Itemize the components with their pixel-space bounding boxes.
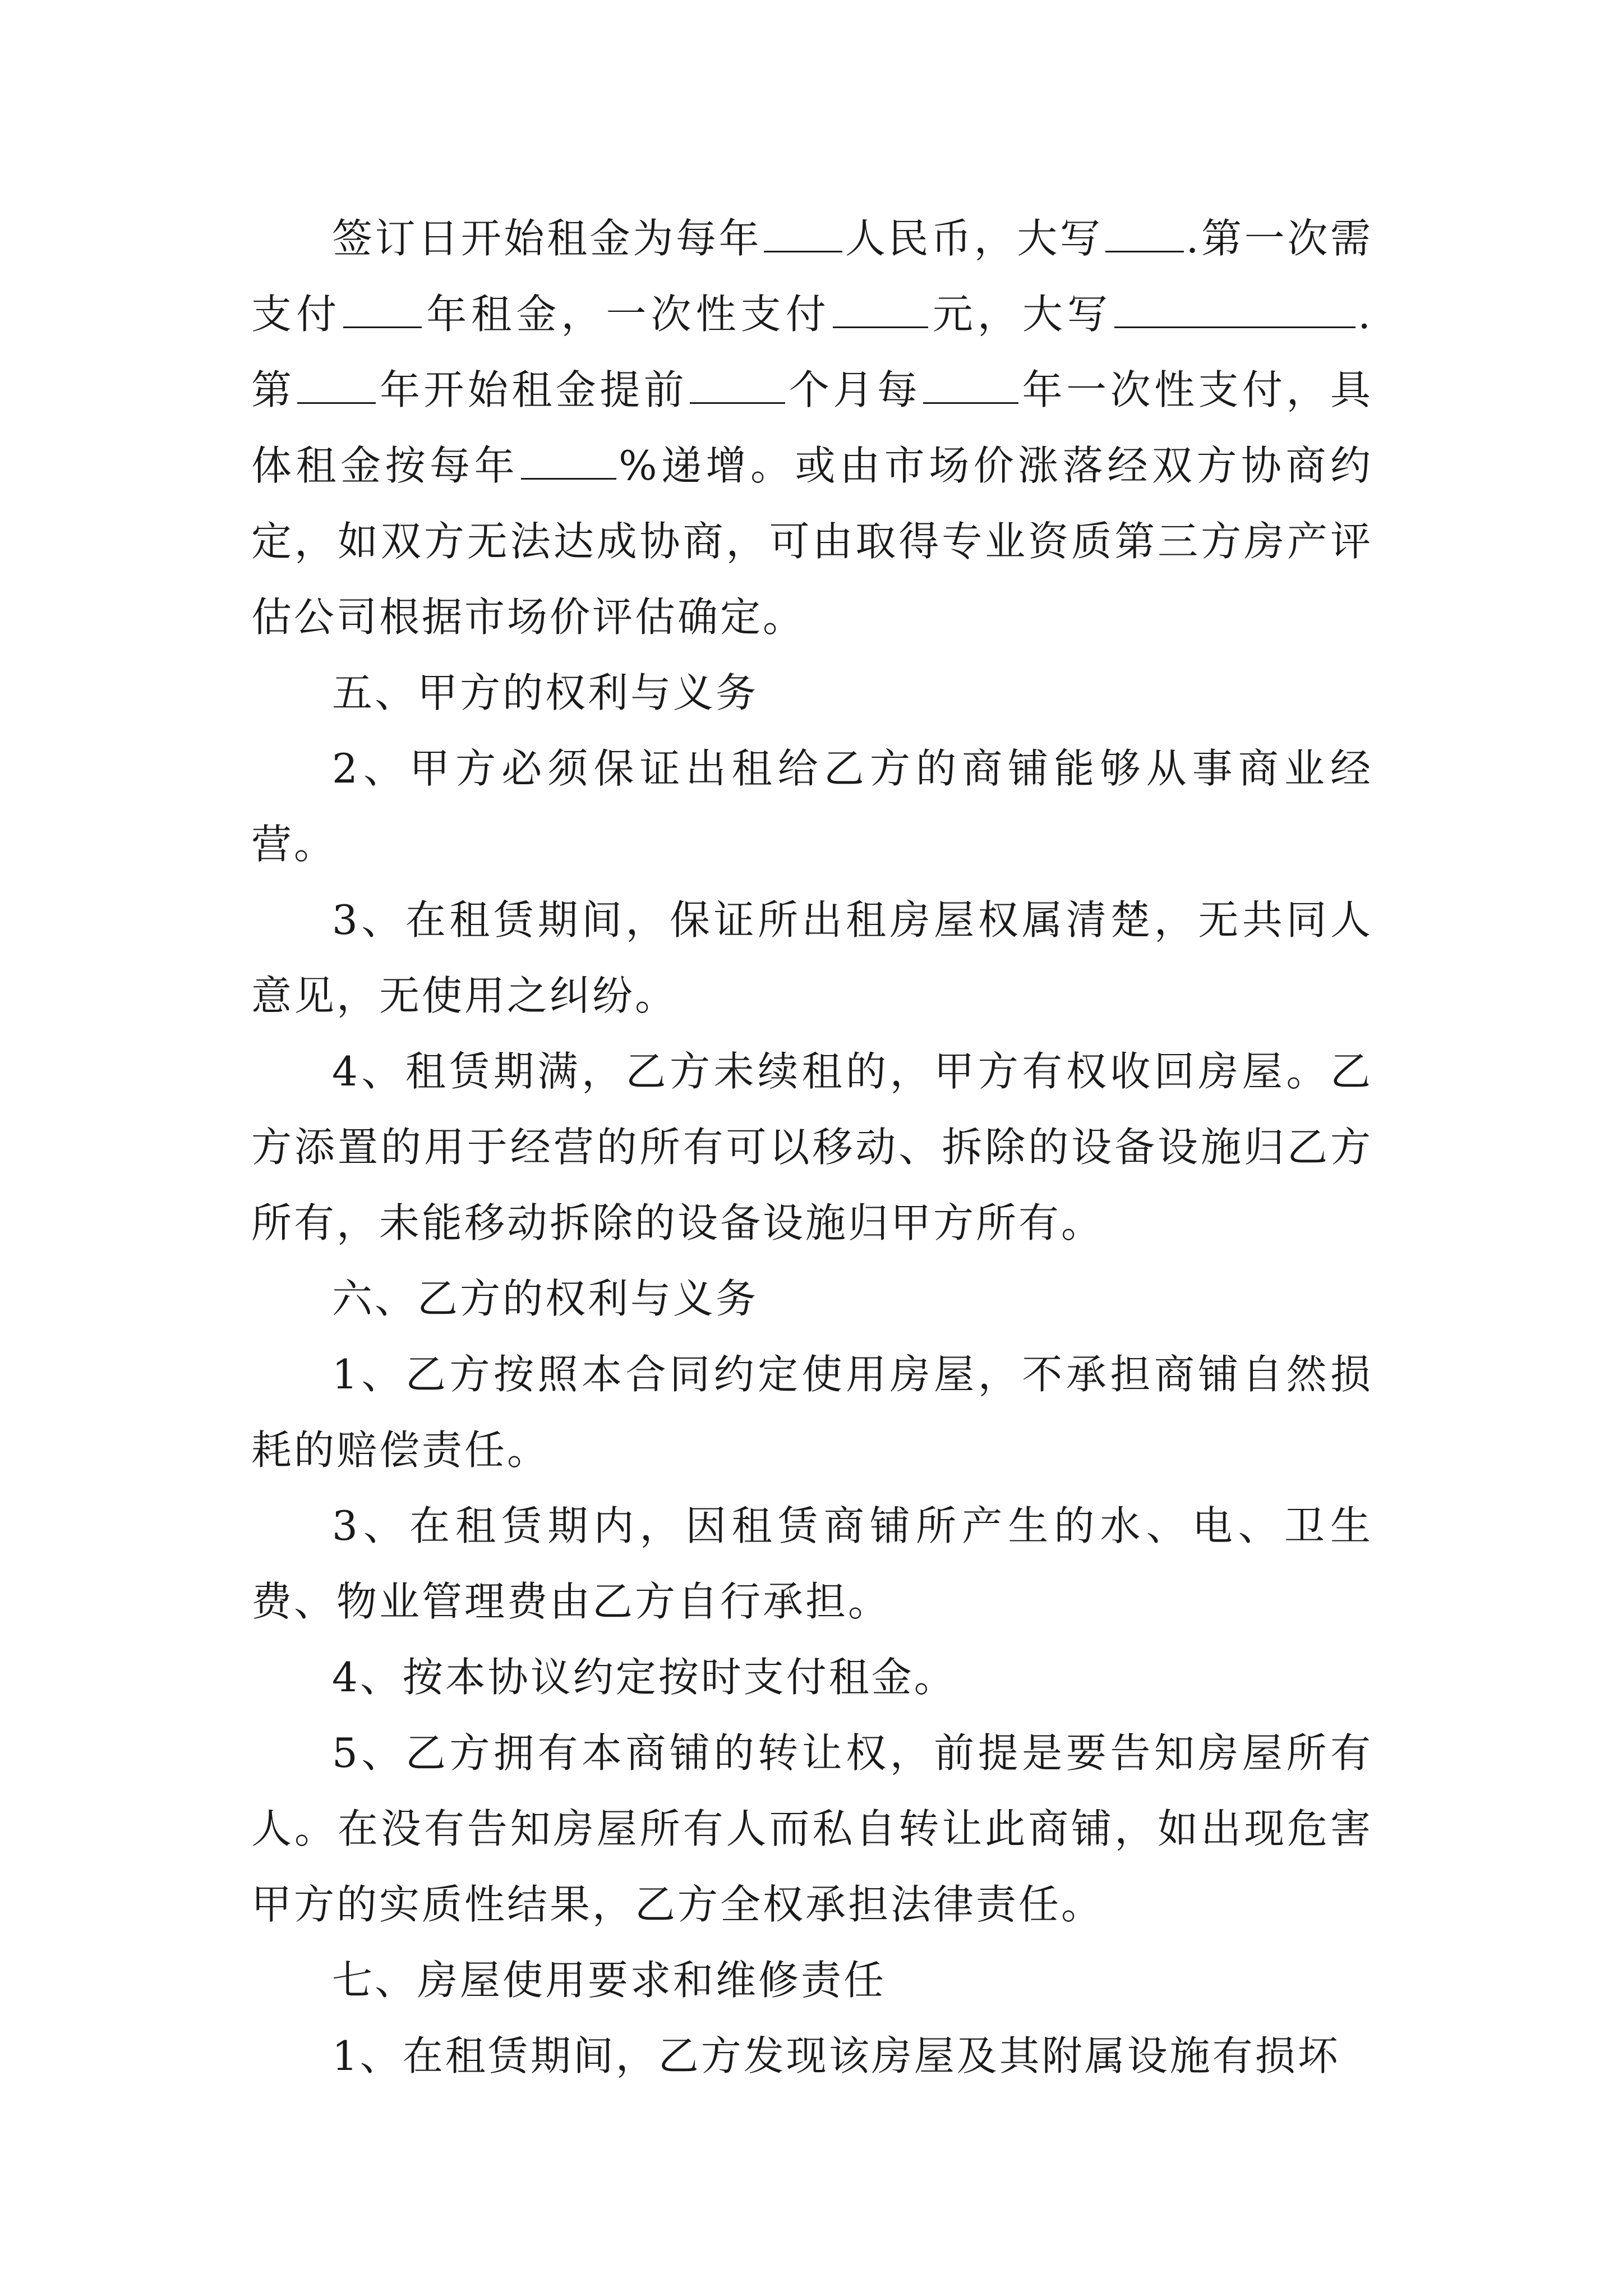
rent-text-2: 人民币，大写 <box>845 215 1103 262</box>
section-7-title: 七、房屋使用要求和维修责任 <box>332 1957 887 2004</box>
rent-text-3: .第一次需支付 <box>251 215 1373 338</box>
section-6-title: 六、乙方的权利与义务 <box>332 1275 759 1322</box>
blank-payment-interval <box>923 367 1018 404</box>
section-5-title: 五、甲方的权利与义务 <box>332 669 759 716</box>
rent-paragraph <box>251 201 1373 655</box>
rent-text-9: 年一次性支付，具体租金按每年 <box>251 366 1373 489</box>
section-6-item: 4、按本协议约定按时支付租金。 <box>332 1654 957 1701</box>
section-6-item: 1、乙方按照本合同约定使用房屋，不承担商铺自然损耗的赔偿责任。 <box>251 1351 1373 1474</box>
section-5-item: 3、在租赁期间，保证所出租房屋权属清楚，无共同人意见，无使用之纠纷。 <box>251 896 1373 1019</box>
blank-annual-rent <box>764 216 842 252</box>
rent-text-5: 元，大写 <box>930 291 1113 338</box>
blank-first-payment-years <box>343 292 422 328</box>
rent-text-7: 年开始租金提前 <box>378 366 688 413</box>
section-5-item: 2、甲方必须保证出租给乙方的商铺能够从事商业经营。 <box>251 745 1373 868</box>
section-6-item: 3、在租赁期内，因租赁商铺所产生的水、电、卫生费、物业管理费由乙方自行承担。 <box>251 1502 1373 1625</box>
rent-text-1: 签订日开始租金为每年 <box>332 215 762 262</box>
rent-text-8: 个月每 <box>787 366 921 413</box>
section-5-item: 4、租赁期满，乙方未续租的，甲方有权收回房屋。乙方添置的用于经营的所有可以移动、拆除的设备设施归乙方所有，未能移动拆除的设备设施归甲方所有。 <box>251 1048 1373 1246</box>
document-body <box>251 201 1373 2094</box>
blank-first-payment-amount <box>833 292 928 328</box>
rent-text-10: %递增。或由市场价涨落经双方协商约定，如双方无法达成协商，可由取得专业资质第三方房产评估公司根据市场价评估确定。 <box>251 442 1373 641</box>
blank-rent-in-words <box>1105 216 1184 252</box>
blank-start-year <box>297 367 376 404</box>
section-6-item: 5、乙方拥有本商铺的转让权，前提是要告知房屋所有人。在没有告知房屋所有人而私自转让此商铺，如出现危害甲方的实质性结果，乙方全权承担法律责任。 <box>251 1729 1373 1928</box>
section-7-item: 1、在租赁期间，乙方发现该房屋及其附属设施有损坏 <box>332 2032 1340 2079</box>
rent-text-6: .第 <box>251 291 1373 413</box>
blank-months-ahead <box>690 367 785 404</box>
rent-text-4: 年租金，一次性支付 <box>424 291 831 338</box>
blank-increase-percent <box>521 443 616 480</box>
blank-amount-in-words <box>1114 292 1355 328</box>
